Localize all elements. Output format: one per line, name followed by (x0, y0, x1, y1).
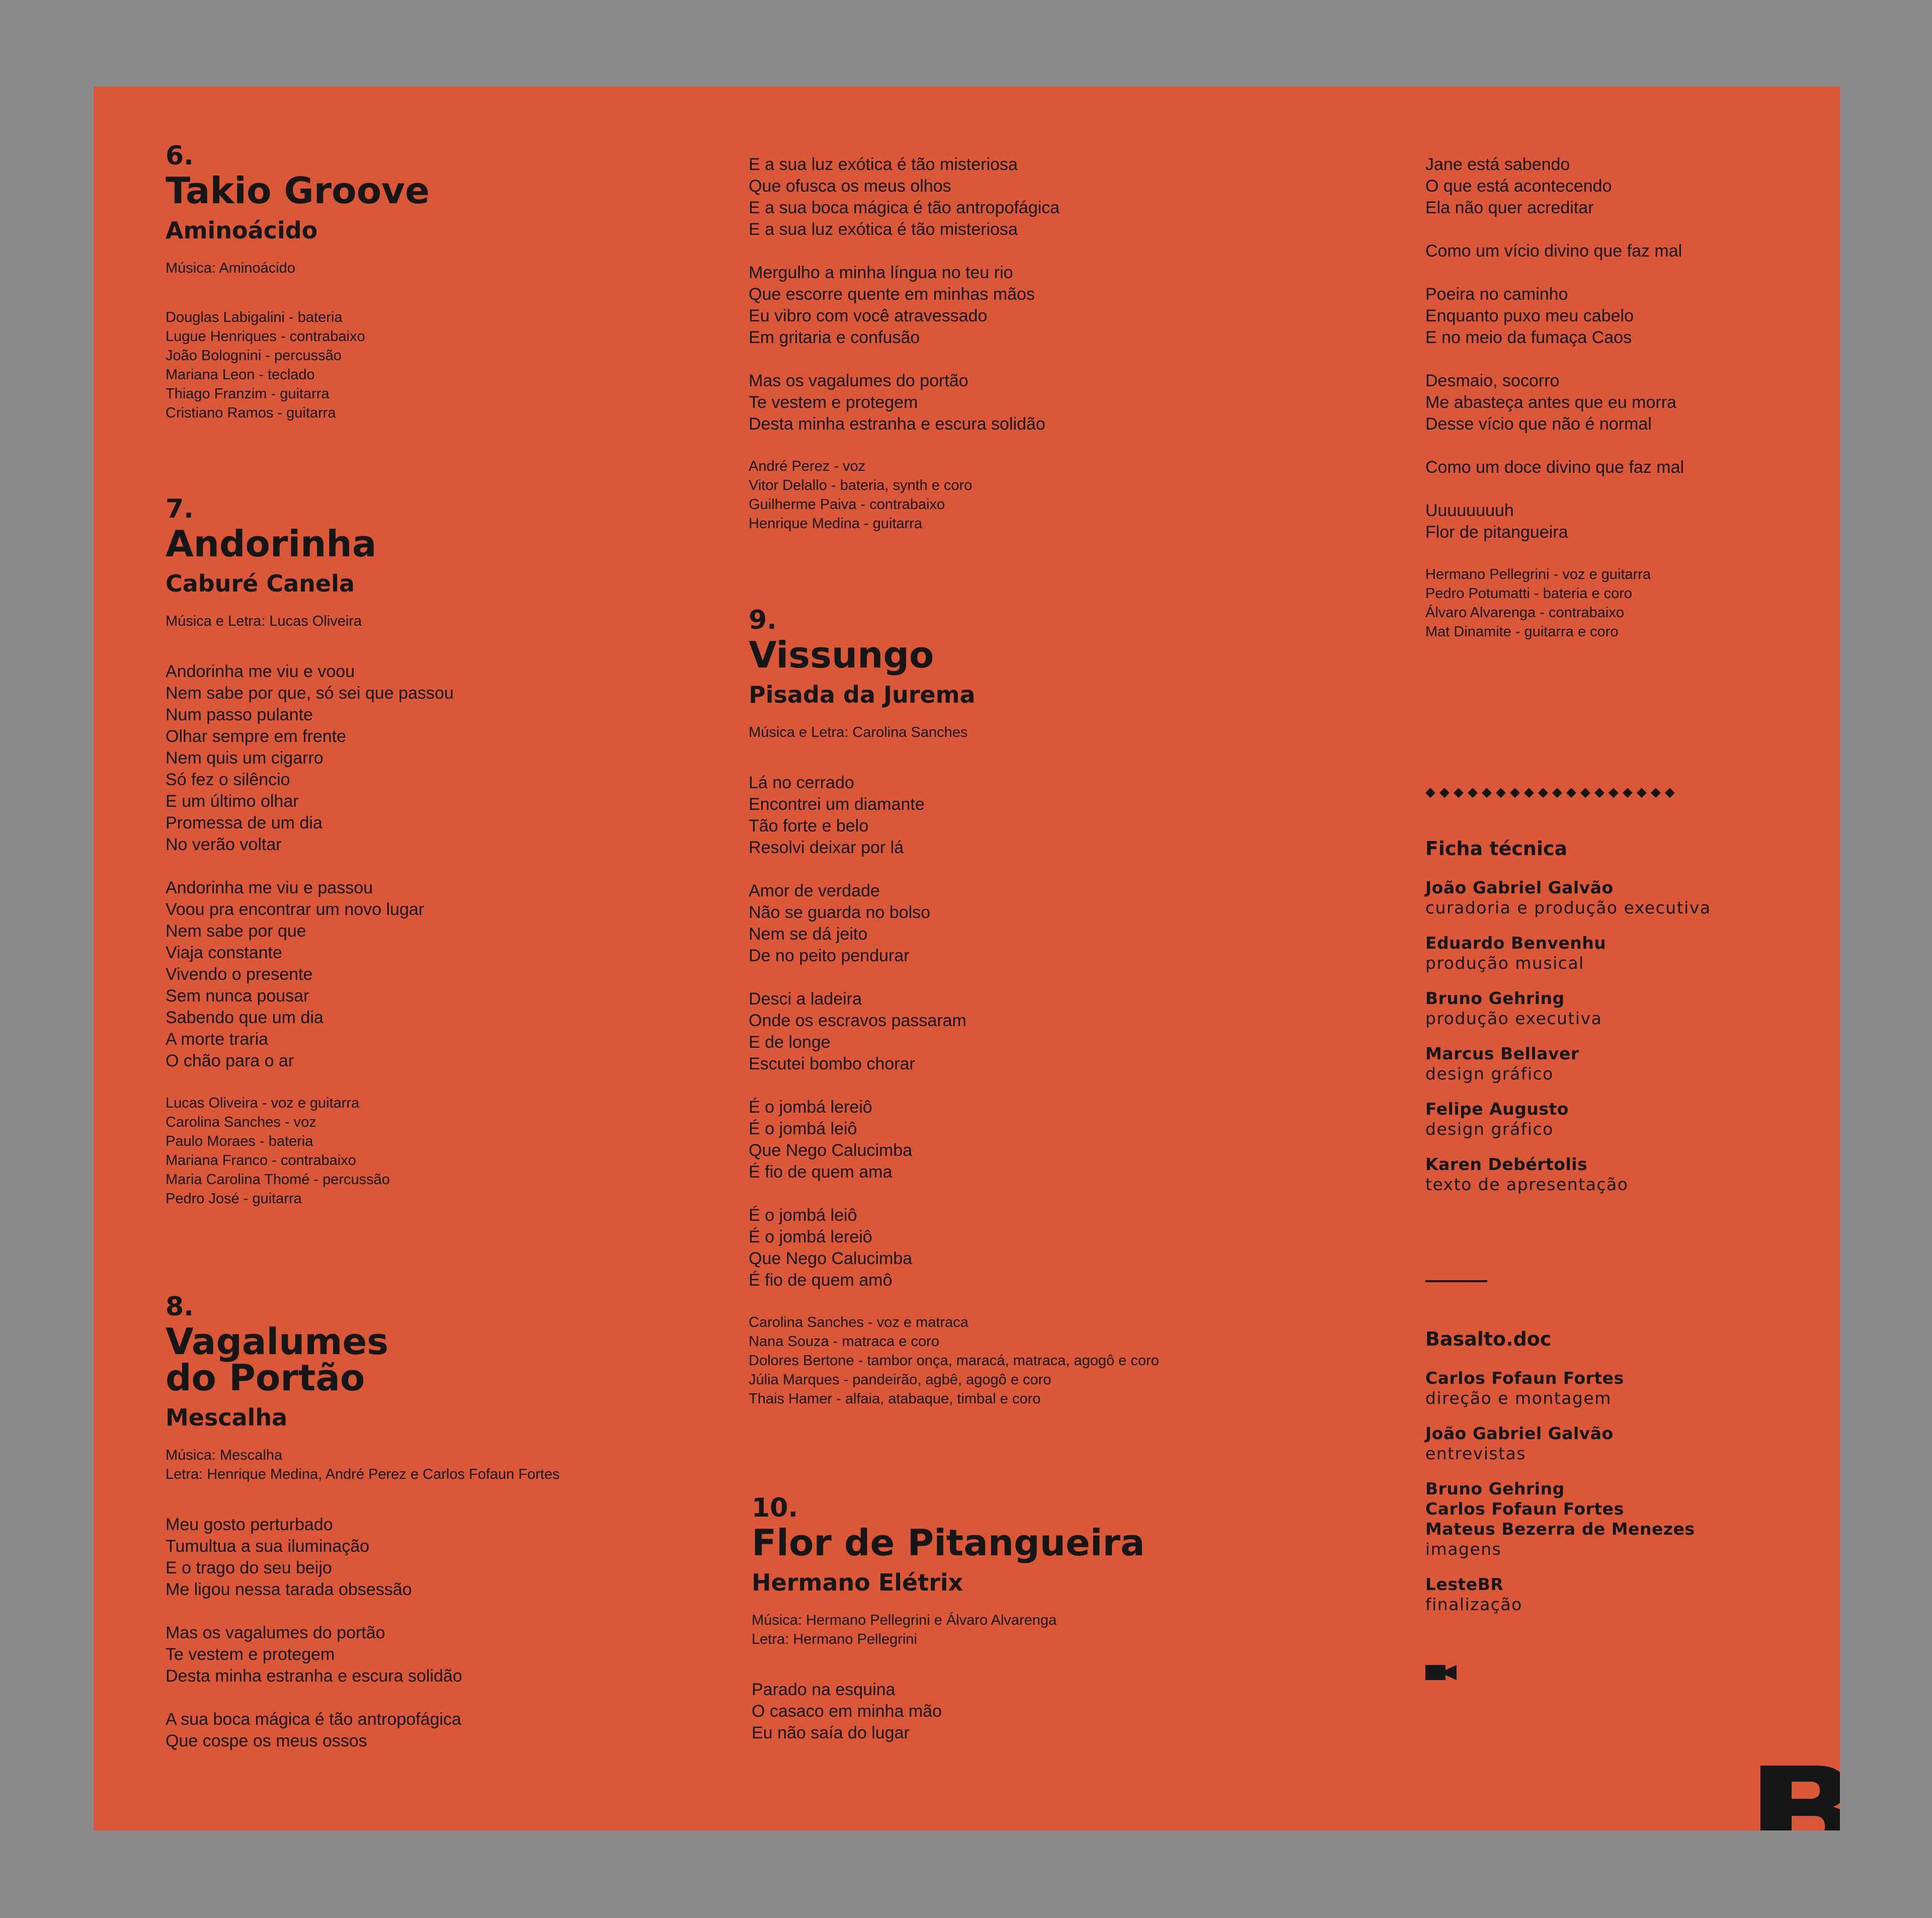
song-title: Vagalumes do Portão (166, 1320, 389, 1399)
lyric-line: E o trago do seu beijo (166, 1558, 332, 1577)
lyric-line: Num passo pulante (166, 705, 313, 724)
lyric-line: Andorinha me viu e passou (166, 878, 373, 897)
lyrics (166, 661, 454, 1072)
lyric-stanza (166, 1709, 559, 1752)
credit-entry (1425, 1099, 1711, 1139)
credit-entry (1425, 878, 1711, 918)
lyric-stanza (749, 1097, 1159, 1183)
musician-line: Lugue Henriques - contrabaixo (166, 328, 365, 345)
lyric-line: E a sua luz exótica é tão misteriosa (749, 155, 1018, 174)
person-role: curadoria e produção executiva (1425, 897, 1711, 918)
song-10 (752, 1494, 1145, 1766)
ficha-heading: Ficha técnica (1425, 838, 1568, 860)
doc-heading: Basalto.doc (1425, 1328, 1552, 1350)
lyric-line: A sua boca mágica é tão antropofágica (166, 1709, 461, 1729)
person-name: João Gabriel Galvão (1425, 1423, 1614, 1443)
musician-line: Pedro Potumatti - bateria e coro (1425, 586, 1633, 602)
lyric-line: Desci a ladeira (749, 989, 862, 1009)
credit-entry (1425, 1368, 1695, 1408)
person-name: Mateus Bezerra de Menezes (1425, 1519, 1695, 1539)
credit-line: Música: Hermano Pellegrini e Álvaro Alvarenga (752, 1612, 1057, 1628)
lyric-line: O que está acontecendo (1425, 177, 1612, 196)
lyric-line: Viaja constante (166, 943, 282, 962)
credit-entry (1425, 1574, 1695, 1615)
person-name: Karen Debértolis (1425, 1154, 1588, 1174)
person-name: Eduardo Benvenhu (1425, 933, 1606, 953)
lyric-line: Encontrei um diamante (749, 794, 925, 814)
lyrics (166, 1514, 559, 1752)
musician-line: João Bolognini - percussão (166, 347, 342, 364)
person-name: Carlos Fofaun Fortes (1425, 1368, 1624, 1388)
person-name: LesteBR (1425, 1574, 1504, 1594)
musician-line: Álvaro Alvarenga - contrabaixo (1425, 605, 1624, 621)
credit-entry (1425, 1424, 1695, 1464)
lyric-stanza (1425, 370, 1684, 435)
lyric-line: Que Nego Calucimba (749, 1140, 913, 1160)
lyric-line: E um último olhar (166, 791, 299, 811)
basalto-doc-credits (1425, 1329, 1695, 1630)
section-rule (1425, 1280, 1487, 1282)
person-name: Bruno Gehring (1425, 1478, 1565, 1498)
lyric-line: Uuuuuuuuh (1425, 501, 1514, 520)
lyric-line: Enquanto puxo meu cabelo (1425, 306, 1634, 325)
lyrics (749, 154, 1060, 435)
diamond-divider: ◆◆◆◆◆◆◆◆◆◆◆◆◆◆◆◆◆◆ (1425, 784, 1679, 799)
person-name: Marcus Bellaver (1425, 1043, 1579, 1063)
person-role: texto de apresentação (1425, 1174, 1629, 1194)
lyric-line: E de longe (749, 1032, 831, 1052)
lyric-stanza (749, 988, 1159, 1075)
song-credits (166, 259, 430, 278)
song-credits (166, 612, 454, 631)
lyric-line: Não se guarda no bolso (749, 902, 931, 922)
lyric-line: Sem nunca pousar (166, 986, 309, 1006)
lyric-line: A morte traria (166, 1029, 269, 1049)
lyric-stanza (749, 772, 1159, 859)
lyric-stanza (749, 880, 1159, 967)
lyric-line: Lá no cerrado (749, 773, 854, 792)
musician-line: Carolina Sanches - voz (166, 1114, 316, 1130)
lyric-stanza (752, 1679, 1145, 1744)
credit-entry (1425, 1044, 1711, 1084)
musician-line: Maria Carolina Thomé - percussão (166, 1171, 390, 1188)
video-camera-icon (1425, 1664, 1457, 1684)
artist-name: Caburé Canela (166, 570, 355, 598)
lyric-line: O chão para o ar (166, 1051, 294, 1070)
credit-line: Música: Aminoácido (166, 260, 295, 276)
lyric-stanza (166, 1514, 559, 1601)
song-credits (166, 1446, 559, 1484)
person-role: produção musical (1425, 953, 1584, 973)
lyric-line: E a sua luz exótica é tão misteriosa (749, 220, 1018, 239)
lyric-line: Voou pra encontrar um novo lugar (166, 899, 425, 919)
lyric-line: Te vestem e protegem (749, 393, 918, 412)
lyric-line: É o jombá leiô (749, 1205, 857, 1225)
lyric-line: E no meio da fumaça Caos (1425, 328, 1632, 347)
lyric-line: Desse vício que não é normal (1425, 414, 1652, 434)
lyric-line: Nem sabe por que, só sei que passou (166, 683, 454, 703)
musicians-list (1425, 565, 1684, 641)
song-credits (749, 723, 1159, 742)
musician-line: André Perez - voz (749, 458, 866, 474)
person-name: Felipe Augusto (1425, 1099, 1569, 1119)
lyric-stanza (166, 877, 454, 1072)
musician-line: Nana Souza - matraca e coro (749, 1333, 939, 1350)
musician-line: Thais Hamer - alfaia, atabaque, timbal e coro (749, 1390, 1041, 1407)
song-number: 9. (749, 605, 777, 635)
song-title: Flor de Pitangueira (752, 1522, 1145, 1564)
musician-line: Guilherme Paiva - contrabaixo (749, 496, 945, 513)
lyric-line: Andorinha me viu e voou (166, 661, 355, 681)
lyric-line: É fio de quem ama (749, 1162, 893, 1182)
musicians-list (749, 1313, 1159, 1408)
lyric-line: Que Nego Calucimba (749, 1248, 913, 1268)
lyric-line: Sabendo que um dia (166, 1008, 324, 1027)
musician-line: Mariana Franco - contrabaixo (166, 1152, 356, 1169)
song-9 (749, 606, 1159, 1408)
musician-line: Paulo Moraes - bateria (166, 1133, 313, 1149)
lyric-stanza (749, 370, 1060, 435)
lyric-line: Nem se dá jeito (749, 924, 868, 944)
lyric-line: Como um doce divino que faz mal (1425, 458, 1684, 477)
lyric-line: Como um vício divino que faz mal (1425, 241, 1682, 261)
lyric-line: Flor de pitangueira (1425, 523, 1568, 542)
musician-line: Dolores Bertone - tambor onça, maracá, matraca, agogô e coro (749, 1352, 1159, 1369)
song-number: 8. (166, 1292, 194, 1322)
lyric-line: É fio de quem amô (749, 1270, 893, 1290)
musician-line: Douglas Labigalini - bateria (166, 309, 343, 325)
lyric-line: Parado na esquina (752, 1680, 896, 1699)
credit-line: Música: Mescalha (166, 1447, 283, 1463)
musician-line: Mariana Leon - teclado (166, 366, 315, 383)
lyric-stanza (1425, 154, 1684, 219)
lyric-line: Mas os vagalumes do portão (166, 1623, 385, 1642)
lyrics (1425, 154, 1684, 543)
lyric-line: Eu não saía do lugar (752, 1723, 910, 1742)
song-6 (166, 142, 430, 423)
person-role: design gráfico (1425, 1063, 1554, 1083)
song-10-continued (1425, 154, 1684, 641)
lyric-line: Mergulho a minha língua no teu rio (749, 263, 1013, 282)
lyric-line: Onde os escravos passaram (749, 1011, 967, 1030)
song-7 (166, 495, 454, 1208)
lyric-line: É o jombá lereiô (749, 1097, 872, 1117)
musician-line: Júlia Marques - pandeirão, agbê, agogô e coro (749, 1371, 1052, 1388)
song-8-continued (749, 154, 1060, 533)
lyrics (752, 1679, 1145, 1744)
credit-line: Música e Letra: Carolina Sanches (749, 724, 968, 740)
lyric-line: Te vestem e protegem (166, 1644, 335, 1664)
lyric-line: O casaco em minha mão (752, 1701, 942, 1721)
song-8 (166, 1293, 559, 1774)
lyric-line: Me abasteça antes que eu morra (1425, 393, 1676, 412)
credit-line: Música e Letra: Lucas Oliveira (166, 613, 362, 629)
ficha-tecnica (1425, 763, 1711, 1210)
lyric-line: Amor de verdade (749, 881, 880, 900)
lyric-line: De no peito pendurar (749, 946, 910, 965)
lyric-line: Olhar sempre em frente (166, 726, 347, 746)
musician-line: Henrique Medina - guitarra (749, 516, 922, 532)
lyric-stanza (1425, 457, 1684, 478)
lyric-line: Nem sabe por que (166, 921, 306, 941)
musicians-list (166, 1094, 454, 1208)
doc-entries (1425, 1368, 1695, 1615)
song-number: 6. (166, 141, 194, 171)
person-role: produção executiva (1425, 1008, 1602, 1028)
musician-line: Vitor Delallo - bateria, synth e coro (749, 477, 973, 493)
lyric-line: Ela não quer acreditar (1425, 198, 1594, 217)
lyric-line: É o jombá lereiô (749, 1227, 872, 1246)
lyric-line: Jane está sabendo (1425, 155, 1570, 174)
lyric-line: Desta minha estranha e escura solidão (749, 414, 1045, 434)
person-name: Bruno Gehring (1425, 988, 1565, 1008)
song-number: 7. (166, 494, 194, 524)
person-role: direção e montagem (1425, 1388, 1612, 1408)
lyric-stanza (749, 154, 1060, 240)
lyric-line: Que ofusca os meus olhos (749, 177, 951, 196)
basalto-b-logo (1760, 1766, 1840, 1830)
credit-entry (1425, 933, 1711, 973)
lyric-line: Nem quis um cigarro (166, 748, 324, 768)
musicians-list (166, 308, 430, 423)
lyric-line: E a sua boca mágica é tão antropofágica (749, 198, 1060, 217)
lyric-line: Resolvi deixar por lá (749, 838, 904, 857)
lyric-line: Tão forte e belo (749, 816, 869, 836)
artist-name: Hermano Elétrix (752, 1569, 963, 1597)
credit-entry (1425, 1479, 1695, 1559)
song-title: Takio Groove (166, 170, 430, 212)
lyric-stanza (749, 1205, 1159, 1291)
artist-name: Aminoácido (166, 217, 318, 244)
lyric-line: Poeira no caminho (1425, 285, 1568, 304)
person-role: imagens (1425, 1539, 1502, 1559)
booklet-page (94, 87, 1840, 1830)
lyric-line: Escutei bombo chorar (749, 1054, 915, 1073)
artist-name: Mescalha (166, 1404, 288, 1432)
musician-line: Cristiano Ramos - guitarra (166, 404, 336, 421)
lyric-stanza (1425, 240, 1684, 262)
musician-line: Carolina Sanches - voz e matraca (749, 1314, 969, 1330)
musician-line: Mat Dinamite - guitarra e coro (1425, 624, 1619, 640)
lyric-line: Desmaio, socorro (1425, 371, 1560, 390)
lyric-line: Eu vibro com você atravessado (749, 306, 988, 325)
song-credits (752, 1611, 1145, 1649)
credit-line: Letra: Henrique Medina, André Perez e Carlos Fofaun Fortes (166, 1466, 560, 1482)
lyric-line: Que cospe os meus ossos (166, 1731, 367, 1750)
musician-line: Lucas Oliveira - voz e guitarra (166, 1095, 360, 1111)
lyric-stanza (1425, 500, 1684, 543)
lyric-line: Desta minha estranha e escura solidão (166, 1666, 462, 1686)
lyric-line: Que escorre quente em minhas mãos (749, 285, 1035, 304)
lyric-stanza (166, 1622, 559, 1687)
person-role: entrevistas (1425, 1443, 1526, 1463)
lyric-line: Mas os vagalumes do portão (749, 371, 969, 390)
person-name: Carlos Fofaun Fortes (1425, 1498, 1624, 1519)
song-title: Andorinha (166, 523, 377, 565)
lyric-line: É o jombá leiô (749, 1119, 857, 1138)
credit-entry (1425, 988, 1711, 1029)
person-role: finalização (1425, 1594, 1522, 1614)
lyric-line: Tumultua a sua iluminação (166, 1536, 370, 1556)
lyric-line: Meu gosto perturbado (166, 1515, 333, 1534)
lyric-line: Só fez o silêncio (166, 770, 290, 789)
lyric-line: Promessa de um dia (166, 813, 323, 832)
ficha-entries (1425, 878, 1711, 1195)
lyric-line: Em gritaria e confusão (749, 328, 920, 347)
musician-line: Thiago Franzim - guitarra (166, 385, 330, 402)
lyric-line: Vivendo o presente (166, 964, 313, 984)
musicians-list (749, 457, 1060, 533)
person-name: João Gabriel Galvão (1425, 877, 1614, 897)
lyric-stanza (1425, 284, 1684, 349)
lyric-stanza (749, 262, 1060, 349)
lyric-line: No verão voltar (166, 835, 282, 854)
lyric-line: Me ligou nessa tarada obsessão (166, 1579, 412, 1599)
credit-line: Letra: Hermano Pellegrini (752, 1631, 917, 1647)
musician-line: Pedro José - guitarra (166, 1190, 302, 1207)
person-role: design gráfico (1425, 1119, 1554, 1139)
artist-name: Pisada da Jurema (749, 681, 976, 709)
lyric-stanza (166, 661, 454, 856)
song-title: Vissungo (749, 634, 934, 677)
song-number: 10. (752, 1493, 798, 1523)
lyrics (749, 772, 1159, 1291)
musician-line: Hermano Pellegrini - voz e guitarra (1425, 566, 1651, 582)
credit-entry (1425, 1154, 1711, 1195)
